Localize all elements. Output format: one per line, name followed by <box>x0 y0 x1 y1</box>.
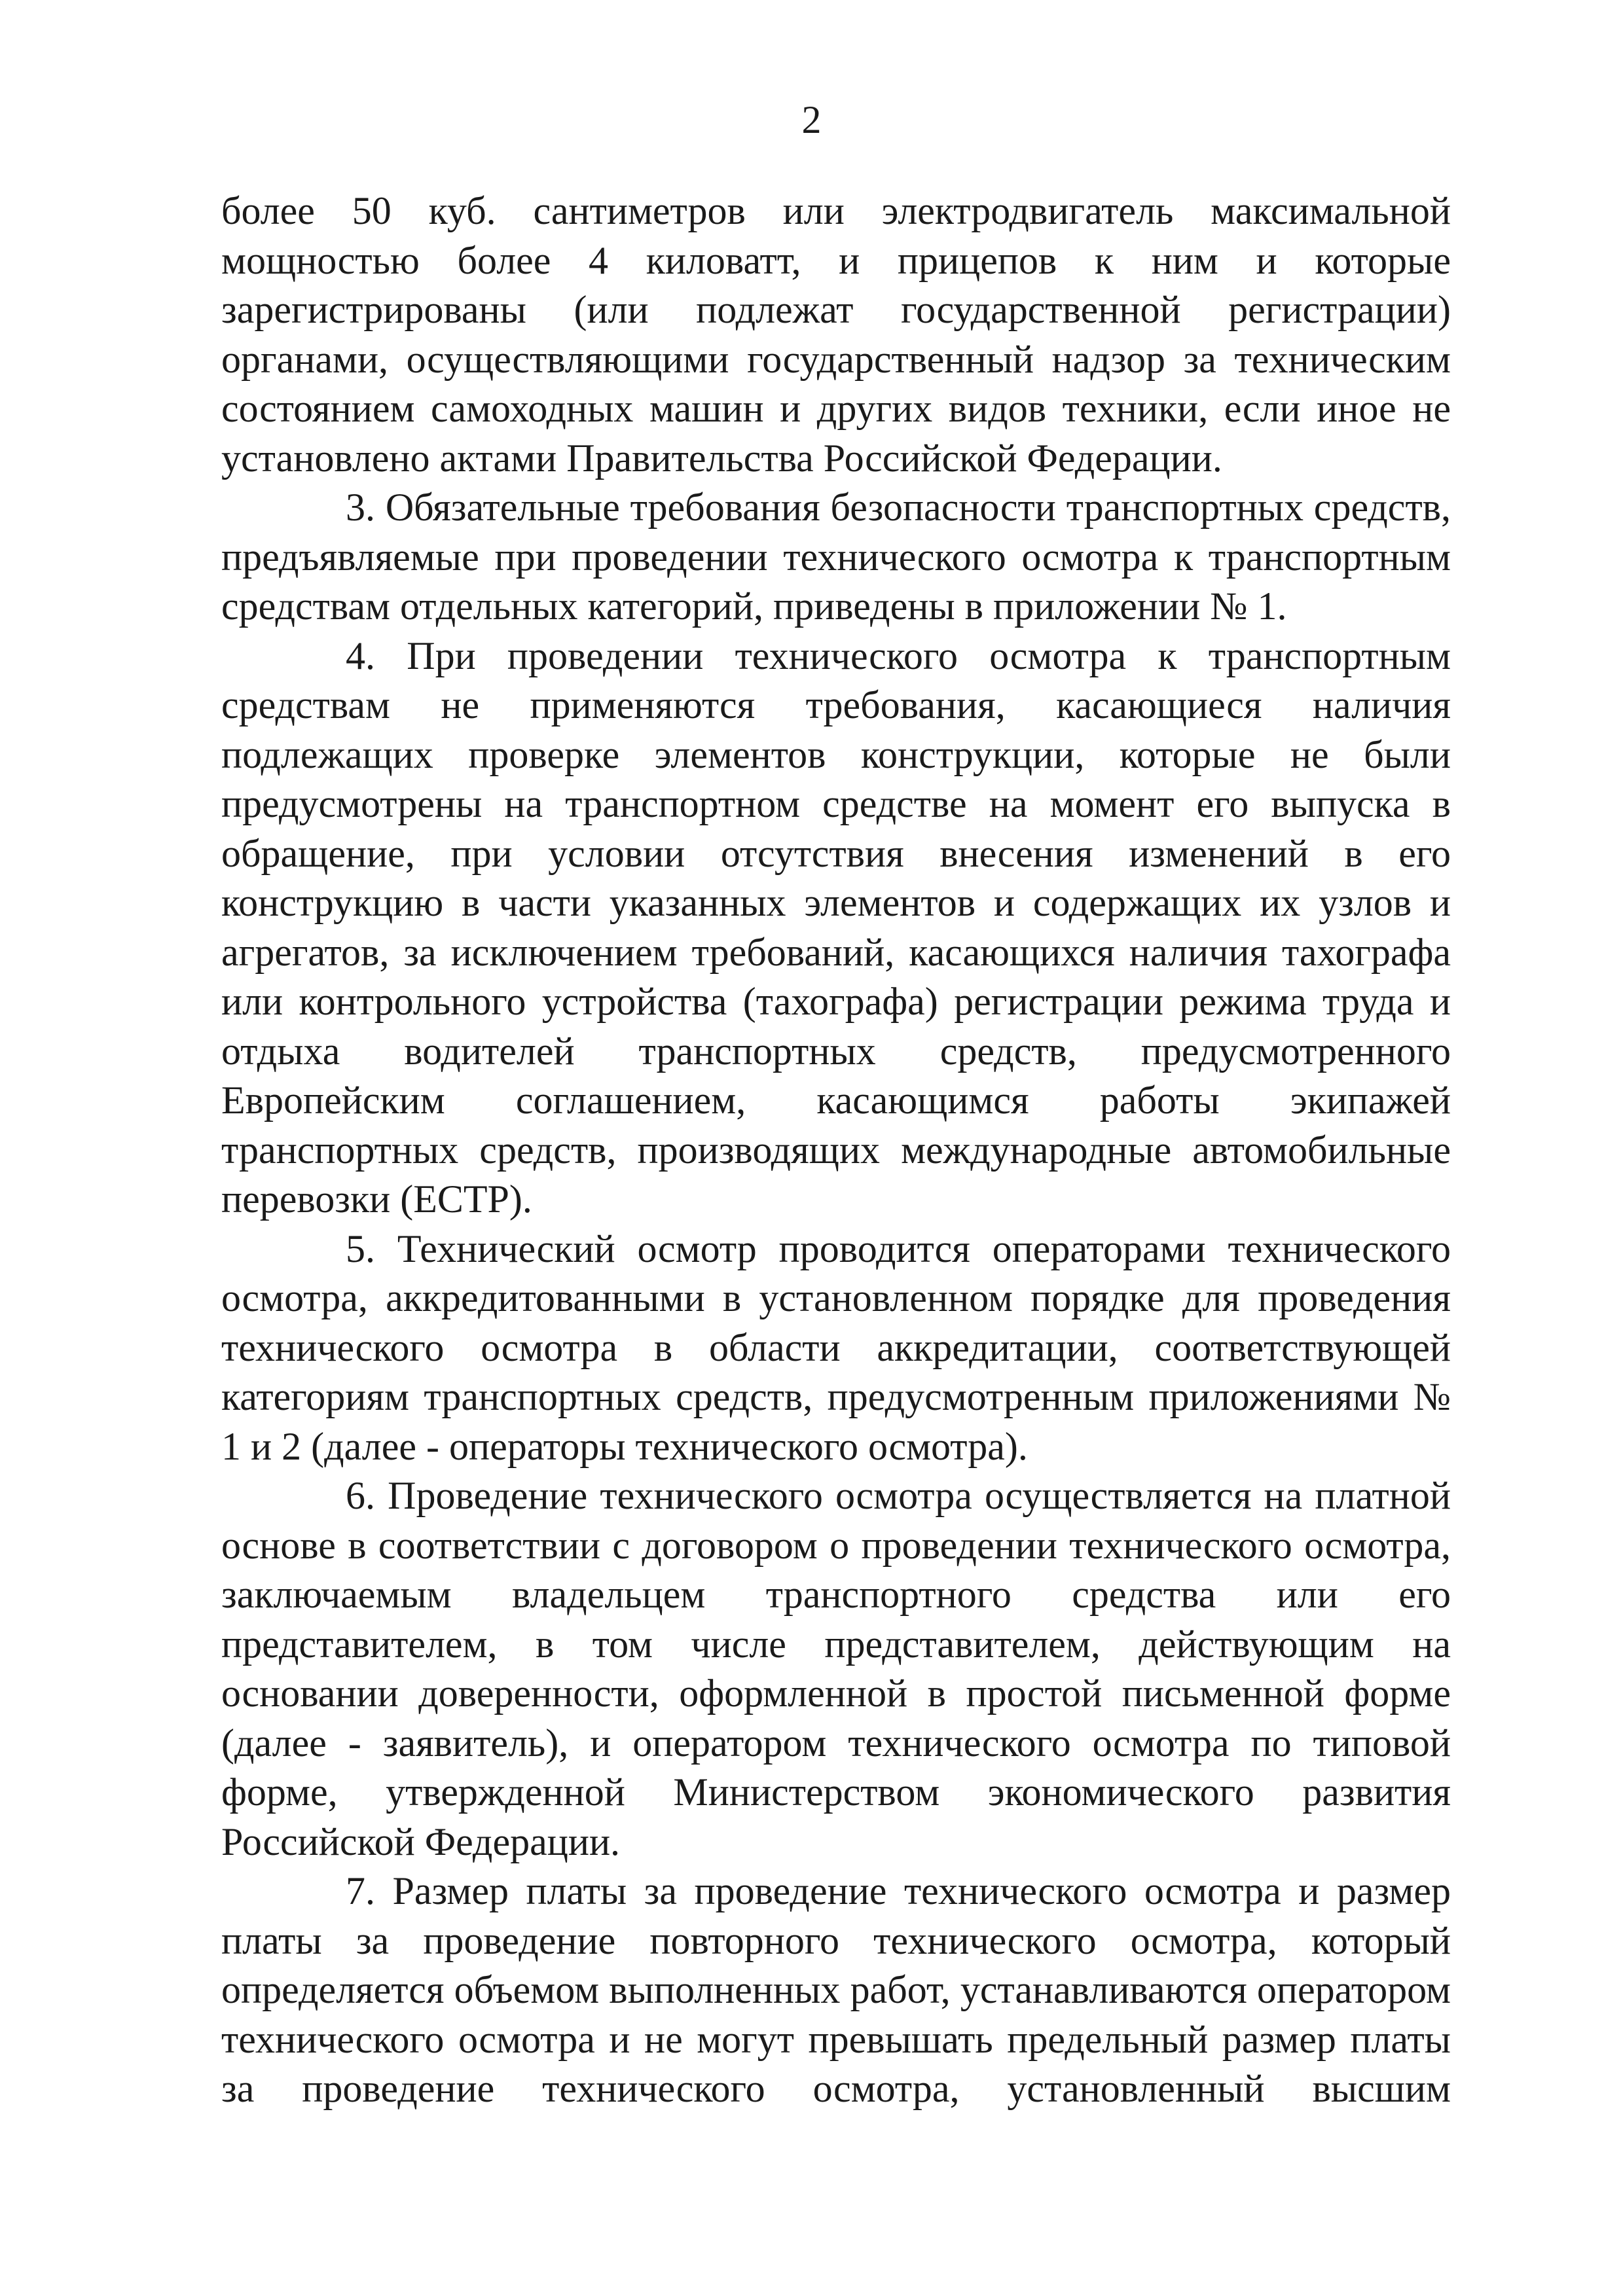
paragraph-4: 4. При проведении технического осмотра к транспортным средствам не применяются требования, касающиеся наличия подлежащих проверке элементов конструкции, которые не были предусмотрены на транспортном средстве на момент его выпуска в обращение, при условии отсутствия внесения изменений в его конструкцию в части указанных элементов и содержащих их узлов и агрегатов, за исключением требований, касающихся наличия тахографа или контрольного устройства (тахографа) регистрации режима труда и отдыха водителей транспортных средств, предусмотренного Европейским соглашением, касающимся работы экипажей транспортных средств, производящих международные автомобильные перевозки (ЕСТР). <box>221 634 1451 1221</box>
paragraph-7: 7. Размер платы за проведение технического осмотра и размер платы за проведение повторного технического осмотра, который определяется объемом выполненных работ, устанавливаются оператором технического осмотра и не могут превышать предельный размер платы за проведение технического осмотра, установленный высшим <box>221 1869 1451 2110</box>
paragraph-6: 6. Проведение технического осмотра осуществляется на платной основе в соответствии с договором о проведении технического осмотра, заключаемым владельцем транспортного средства или его представителем, в том числе представителем, действующим на основании доверенности, оформленной в простой письменной форме (далее - заявитель), и оператором технического осмотра по типовой форме, утвержденной Министерством экономического развития Российской Федерации. <box>221 1474 1451 1863</box>
document-body <box>221 187 1451 2114</box>
page-number: 2 <box>801 98 822 141</box>
paragraph-3: 3. Обязательные требования безопасности транспортных средств, предъявляемые при проведении технического осмотра к транспортным средствам отдельных категорий, приведены в приложении № 1. <box>221 486 1451 628</box>
paragraph-5: 5. Технический осмотр проводится операторами технического осмотра, аккредитованными в установленном порядке для проведения технического осмотра в области аккредитации, соответствующей категориям транспортных средств, предусмотренным приложениями № 1 и 2 (далее - операторы технического осмотра). <box>221 1227 1451 1468</box>
paragraph-continuation: более 50 куб. сантиметров или электродвигатель максимальной мощностью более 4 киловатт, и прицепов к ним и которые зарегистрированы (или подлежат государственной регистрации) органами, осуществляющими государственный надзор за техническим состоянием самоходных машин и других видов техники, если иное не установлено актами Правительства Российской Федерации. <box>221 189 1451 480</box>
